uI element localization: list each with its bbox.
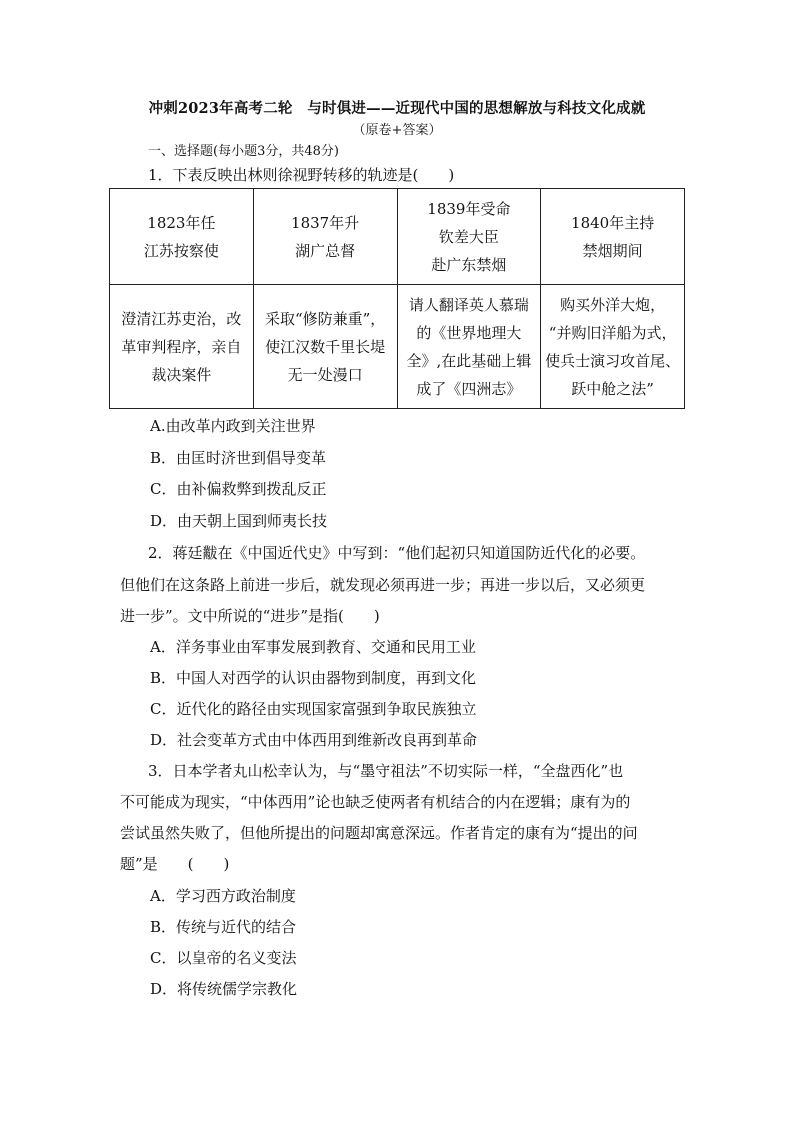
q3-option-b: B．传统与近代的结合: [150, 918, 297, 936]
table-cell: 1837年升 湖广总督: [253, 189, 397, 285]
q1-option-d: D．由天朝上国到师夷长技: [150, 512, 328, 530]
table-cell: 采取“修防兼重”， 使江汉数千里长堤 无一处漫口: [253, 285, 397, 409]
table-cell: 1823年任 江苏按察使: [110, 189, 254, 285]
q2-option-d: D．社会变革方式由中体西用到维新改良再到革命: [150, 731, 478, 749]
table-row: [110, 285, 685, 409]
q3-option-c: C．以皇帝的名义变法: [150, 949, 297, 967]
question-3-line-3: 尝试虽然失败了，但他所提出的问题却寓意深远。作者肯定的康有为“提出的问: [120, 824, 638, 842]
lin-zexu-table: [109, 188, 685, 409]
q3-option-d: D．将传统儒学宗教化: [150, 980, 298, 998]
document-subtitle: （原卷+答案）: [352, 123, 442, 138]
table-cell: 1839年受命 钦差大臣 赴广东禁烟: [397, 189, 541, 285]
question-2-line-1: 2．蒋廷黻在《中国近代史》中写到：“他们起初只知道国防近代化的必要。: [148, 544, 646, 562]
q2-option-c: C．近代化的路径由实现国家富强到争取民族独立: [150, 700, 477, 718]
q2-option-b: B．中国人对西学的认识由器物到制度，再到文化: [150, 669, 477, 687]
question-1-stem: 1．下表反映出林则徐视野转移的轨迹是( ): [148, 166, 455, 184]
question-2-line-2: 但他们在这条路上前进一步后，就发现必须再进一步；再进一步以后，又必须更: [120, 576, 646, 594]
q2-option-a: A．洋务事业由军事发展到教育、交通和民用工业: [150, 638, 476, 656]
question-3-line-1: 3．日本学者丸山松幸认为，与“墨守祖法”不切实际一样，“全盘西化”也: [148, 762, 624, 780]
q1-option-c: C．由补偏救弊到拨乱反正: [150, 480, 327, 498]
table-cell: 1840年主持 禁烟期间: [541, 189, 685, 285]
question-2-line-3: 进一步”。文中所说的“进步”是指( ): [120, 607, 380, 625]
table-row: [110, 189, 685, 285]
table-cell: 请人翻译英人慕瑞 的《世界地理大 全》,在此基础上辑 成了《四洲志》: [397, 285, 541, 409]
table-cell: 购买外洋大炮， “并购旧洋船为式， 使兵士演习攻首尾、 跃中舱之法”: [541, 285, 685, 409]
question-3-line-2: 不可能成为现实，“中体西用”论也缺乏使两者有机结合的内在逻辑；康有为的: [120, 793, 631, 811]
section-heading: 一、选择题(每小题3分，共48分): [148, 144, 339, 159]
q1-option-a: A.由改革内政到关注世界: [150, 417, 316, 435]
question-3-line-4: 题”是 ( ): [120, 855, 230, 873]
document-title: 冲刺2023年高考二轮 与时俱进——近现代中国的思想解放与科技文化成就: [148, 100, 646, 117]
q1-option-b: B．由匡时济世到倡导变革: [150, 449, 327, 467]
table-cell: 澄清江苏吏治，改 革审判程序，亲自 裁决案件: [110, 285, 254, 409]
q3-option-a: A．学习西方政治制度: [150, 887, 296, 905]
